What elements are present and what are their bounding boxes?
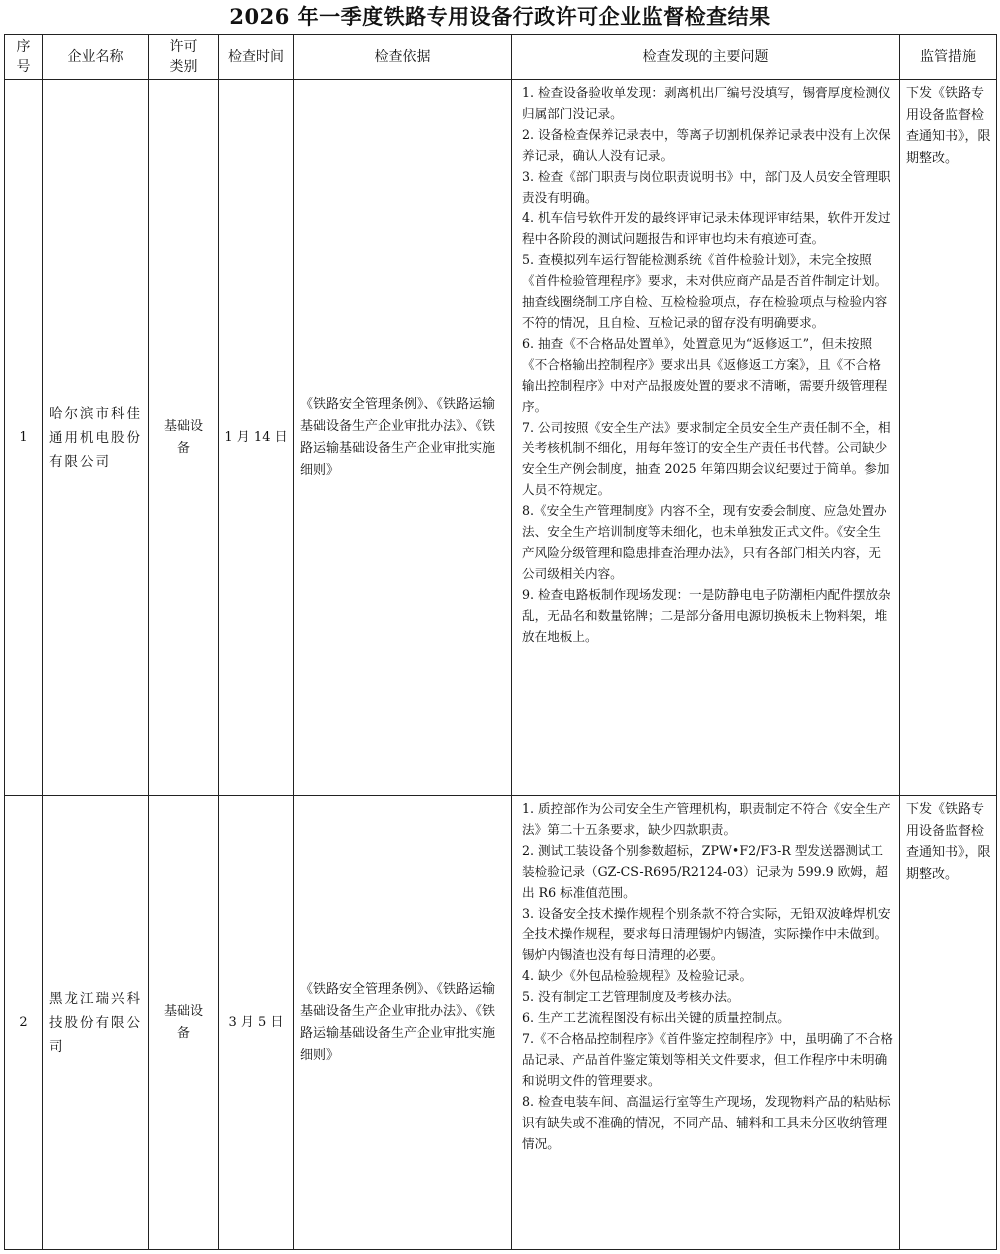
row-category: 基础设备 <box>149 80 219 796</box>
table-row <box>5 796 997 1250</box>
header-seq: 序号 <box>5 35 43 80</box>
issue-item: 7.《不合格品控制程序》《首件鉴定控制程序》中，虽明确了不合格品记录、产品首件鉴定策划等相关文件要求，但工作程序中未明确和说明文件的管理要求。 <box>522 1030 893 1088</box>
issue-item: 4. 机车信号软件开发的最终评审记录未体现评审结果，软件开发过程中各阶段的测试问题报告和评审也均未有痕迹可查。 <box>522 210 891 247</box>
row-company: 黑龙江瑞兴科技股份有限公司 <box>43 796 149 1250</box>
header-company: 企业名称 <box>43 35 149 80</box>
row-measure: 下发《铁路专用设备监督检查通知书》，限期整改。 <box>900 796 997 1250</box>
row-company: 哈尔滨市科佳通用机电股份有限公司 <box>43 80 149 796</box>
issue-item: 4. 缺少《外包品检验规程》及检验记录。 <box>522 968 753 984</box>
row-basis: 《铁路安全管理条例》、《铁路运输基础设备生产企业审批办法》、《铁路运输基础设备生产企业审批实施细则》 <box>294 796 512 1250</box>
row-issues <box>512 796 900 1250</box>
issue-item: 3. 检查《部门职责与岗位职责说明书》中，部门及人员安全管理职责没有明确。 <box>522 168 891 205</box>
row-issues <box>512 80 900 796</box>
issue-item: 2. 测试工装设备个别参数超标，ZPW•F2/F3-R 型发送器测试工装检验记录（GZ-CS-R695/R2124-03）记录为 599.9 欧姆，超出 R6 标准值范围。 <box>522 842 888 900</box>
header-category: 许可类别 <box>149 35 219 80</box>
issue-item: 5. 没有制定工艺管理制度及考核办法。 <box>522 989 740 1005</box>
table-row <box>5 80 997 796</box>
row-seq: 1 <box>5 80 43 796</box>
page-title: 2026 年一季度铁路专用设备行政许可企业监督检查结果 <box>229 4 771 29</box>
header-date: 检查时间 <box>219 35 294 80</box>
row-category: 基础设备 <box>149 796 219 1250</box>
row-seq: 2 <box>5 796 43 1250</box>
row-date: 1 月 14 日 <box>219 80 294 796</box>
issue-item: 1. 质控部作为公司安全生产管理机构，职责制定不符合《安全生产法》第二十五条要求，缺少四款职责。 <box>522 801 891 837</box>
issue-item: 3. 设备安全技术操作规程个别条款不符合实际，无铅双波峰焊机安全技术操作规程，要求每日清理锡炉内锡渣，实际操作中未做到。锡炉内锡渣也没有每日清理的必要。 <box>522 905 891 963</box>
issue-item: 6. 抽查《不合格品处置单》，处置意见为“返修返工”，但未按照《不合格输出控制程序》要求出具《返修返工方案》，且《不合格输出控制程序》中对产品报废处置的要求不清晰，需要升级管理程序。 <box>522 335 888 414</box>
header-basis: 检查依据 <box>294 35 512 80</box>
issue-item: 8. 检查电装车间、高温运行室等生产现场，发现物料产品的粘贴标识有缺失或不准确的情况，不同产品、辅料和工具未分区收纳管理情况。 <box>522 1093 891 1151</box>
issue-item: 8.《安全生产管理制度》内容不全，现有安委会制度、应急处置办法、安全生产培训制度等未细化，也未单独发正式文件。《安全生产风险分级管理和隐患排查治理办法》，只有各部门相关内容，无公司级相关内容。 <box>522 503 887 581</box>
issue-item: 7. 公司按照《安全生产法》要求制定全员安全生产责任制不全，相关考核机制不细化，用每年签订的安全生产责任书代替。公司缺少安全生产例会制度，抽查 2025 年第四期会议纪要过于简单。参加人员不符规定。 <box>522 419 891 498</box>
issue-item: 2. 设备检查保养记录表中，等离子切割机保养记录表中没有上次保养记录，确认人没有记录。 <box>522 126 891 163</box>
row-basis: 《铁路安全管理条例》、《铁路运输基础设备生产企业审批办法》、《铁路运输基础设备生产企业审批实施细则》 <box>294 80 512 796</box>
header-measure: 监管措施 <box>900 35 997 80</box>
row-measure: 下发《铁路专用设备监督检查通知书》，限期整改。 <box>900 80 997 796</box>
issue-item: 9. 检查电路板制作现场发现：一是防静电电子防潮柜内配件摆放杂乱，无品名和数量铭牌；二是部分备用电源切换板未上物料架，堆放在地板上。 <box>522 586 891 644</box>
issue-item: 6. 生产工艺流程图没有标出关键的质量控制点。 <box>522 1010 790 1026</box>
issue-item: 5. 查模拟列车运行智能检测系统《首件检验计划》，未完全按照《首件检验管理程序》要求，未对供应商产品是否首件制定计划。抽查线圈绕制工序自检、互检检验项点，存在检验项点与检验内容不符的情况，且自检、互检记录的留存没有明确要求。 <box>522 252 888 330</box>
issue-item: 1. 检查设备验收单发现：剥离机出厂编号没填写，锡膏厚度检测仪归属部门没记录。 <box>522 85 891 121</box>
inspection-results-table <box>4 34 997 1250</box>
header-issues: 检查发现的主要问题 <box>512 35 900 80</box>
row-date: 3 月 5 日 <box>219 796 294 1250</box>
header-row <box>5 35 997 80</box>
